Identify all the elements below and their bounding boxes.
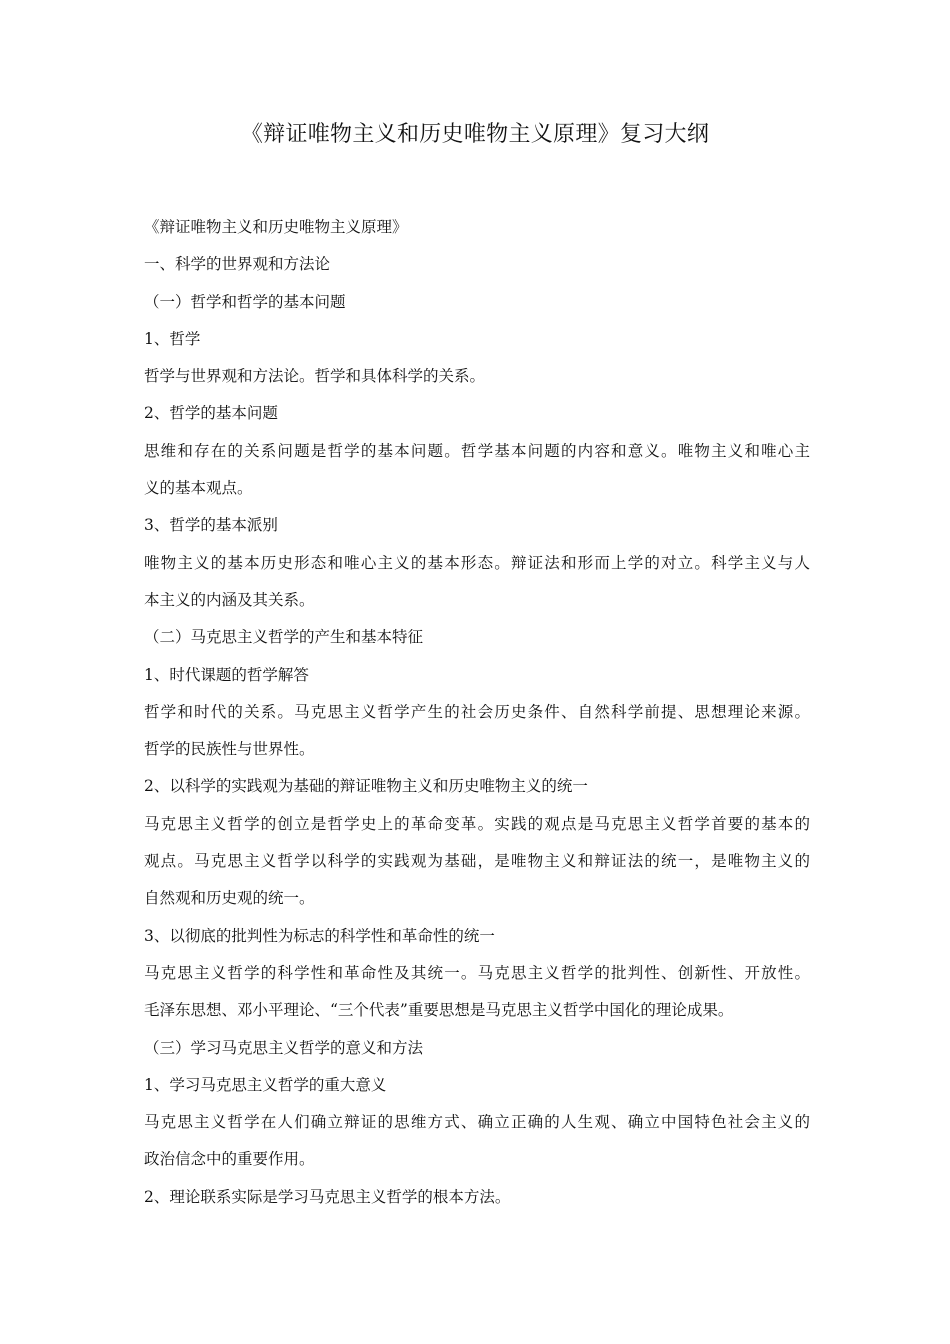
item-heading: 1、时代课题的哲学解答 [144, 665, 309, 684]
paragraph-line: 哲学和时代的关系。马克思主义哲学产生的社会历史条件、自然科学前提、思想理论来源。 [144, 702, 810, 721]
paragraph-line: 马克思主义哲学的科学性和革命性及其统一。马克思主义哲学的批判性、创新性、开放性。 [144, 963, 810, 982]
item-heading: 2、理论联系实际是学习马克思主义哲学的根本方法。 [144, 1187, 511, 1206]
section-heading: 一、科学的世界观和方法论 [144, 255, 331, 274]
paragraph-line: 哲学与世界观和方法论。哲学和具体科学的关系。 [144, 367, 486, 386]
paragraph-line: 唯物主义的基本历史形态和唯心主义的基本形态。辩证法和形而上学的对立。科学主义与人 [144, 553, 810, 572]
subsection-heading: （二）马克思主义哲学的产生和基本特征 [144, 628, 424, 647]
paragraph-line: 义的基本观点。 [144, 479, 253, 498]
paragraph-line: 观点。马克思主义哲学以科学的实践观为基础，是唯物主义和辩证法的统一，是唯物主义的 [144, 852, 810, 871]
paragraph-line: 自然观和历史观的统一。 [144, 889, 315, 908]
document-title: 《辩证唯物主义和历史唯物主义原理》复习大纲 [240, 122, 710, 147]
item-heading: 2、以科学的实践观为基础的辩证唯物主义和历史唯物主义的统一 [144, 777, 588, 796]
subsection-heading: （三）学习马克思主义哲学的意义和方法 [144, 1038, 424, 1057]
document-body [144, 209, 810, 1216]
item-heading: 3、哲学的基本派别 [144, 516, 278, 535]
paragraph-line: 毛泽东思想、邓小平理论、“三个代表”重要思想是马克思主义哲学中国化的理论成果。 [144, 1001, 734, 1020]
item-heading: 2、哲学的基本问题 [144, 404, 278, 423]
paragraph-line: 哲学的民族性与世界性。 [144, 740, 315, 759]
paragraph-line: 思维和存在的关系问题是哲学的基本问题。哲学基本问题的内容和意义。唯物主义和唯心主 [144, 441, 810, 460]
paragraph-line: 本主义的内涵及其关系。 [144, 590, 315, 609]
paragraph-line: 马克思主义哲学的创立是哲学史上的革命变革。实践的观点是马克思主义哲学首要的基本的 [144, 814, 810, 833]
item-heading: 3、以彻底的批判性为标志的科学性和革命性的统一 [144, 926, 495, 945]
paragraph-line: 政治信念中的重要作用。 [144, 1150, 315, 1169]
item-heading: 1、学习马克思主义哲学的重大意义 [144, 1075, 387, 1094]
paragraph-line: 马克思主义哲学在人们确立辩证的思维方式、确立正确的人生观、确立中国特色社会主义的 [144, 1113, 810, 1132]
subsection-heading: （一）哲学和哲学的基本问题 [144, 292, 346, 311]
subtitle-line: 《辩证唯物主义和历史唯物主义原理》 [144, 218, 408, 236]
item-heading: 1、哲学 [144, 329, 201, 348]
